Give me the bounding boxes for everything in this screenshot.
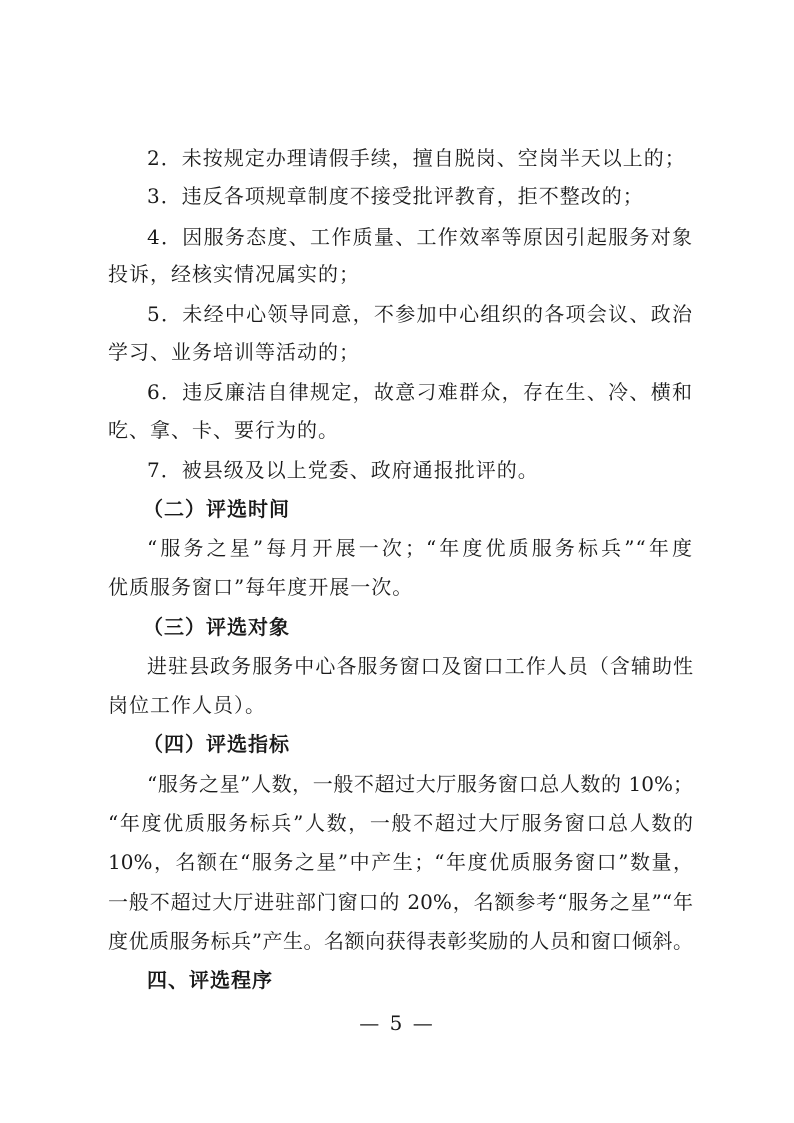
page-number: — 5 — [359, 1011, 435, 1035]
paragraph-selection-time-line-1: “服务之星”每月开展一次；“年度优质服务标兵”“年度 [147, 536, 693, 560]
list-item-5-line-1: 5．未经中心领导同意，不参加中心组织的各项会议、政治 [147, 302, 693, 326]
paragraph-selection-quota-line-1: “服务之星”人数，一般不超过大厅服务窗口总人数的 10%； [147, 772, 693, 796]
section-heading-selection-quota: （四）评选指标 [143, 732, 290, 756]
list-item-6-line-2: 吃、拿、卡、要行为的。 [108, 418, 339, 442]
paragraph-selection-quota-line-3: 10%，名额在“服务之星”中产生；“年度优质服务窗口”数量， [108, 850, 693, 874]
list-item-4-line-1: 4．因服务态度、工作质量、工作效率等原因引起服务对象 [147, 225, 693, 249]
paragraph-selection-quota-line-2: “年度优质服务标兵”人数，一般不超过大厅服务窗口总人数的 [108, 811, 693, 835]
paragraph-selection-targets-line-1: 进驻县政务服务中心各服务窗口及窗口工作人员（含辅助性 [147, 654, 693, 678]
list-item-5-line-2: 学习、业务培训等活动的； [108, 340, 360, 364]
list-item-3: 3．违反各项规章制度不接受批评教育，拒不整改的； [147, 184, 644, 208]
paragraph-selection-time-line-2: 优质服务窗口”每年度开展一次。 [108, 575, 414, 599]
section-heading-selection-procedure: 四、评选程序 [147, 968, 273, 992]
paragraph-selection-quota-line-5: 度优质服务标兵”产生。名额向获得表彰奖励的人员和窗口倾斜。 [108, 929, 693, 953]
list-item-4-line-2: 投诉，经核实情况属实的； [108, 262, 360, 286]
paragraph-selection-quota-line-4: 一般不超过大厅进驻部门窗口的 20%，名额参考“服务之星”“年 [108, 890, 693, 914]
section-heading-selection-time: （二）评选时间 [143, 497, 290, 521]
list-item-2: 2．未按规定办理请假手续，擅自脱岗、空岗半天以上的； [147, 146, 686, 170]
section-heading-selection-targets: （三）评选对象 [143, 615, 290, 639]
list-item-6-line-1: 6．违反廉洁自律规定，故意刁难群众，存在生、冷、横和 [147, 380, 693, 404]
paragraph-selection-targets-line-2: 岗位工作人员）。 [108, 693, 266, 717]
list-item-7: 7．被县级及以上党委、政府通报批评的。 [147, 458, 539, 482]
